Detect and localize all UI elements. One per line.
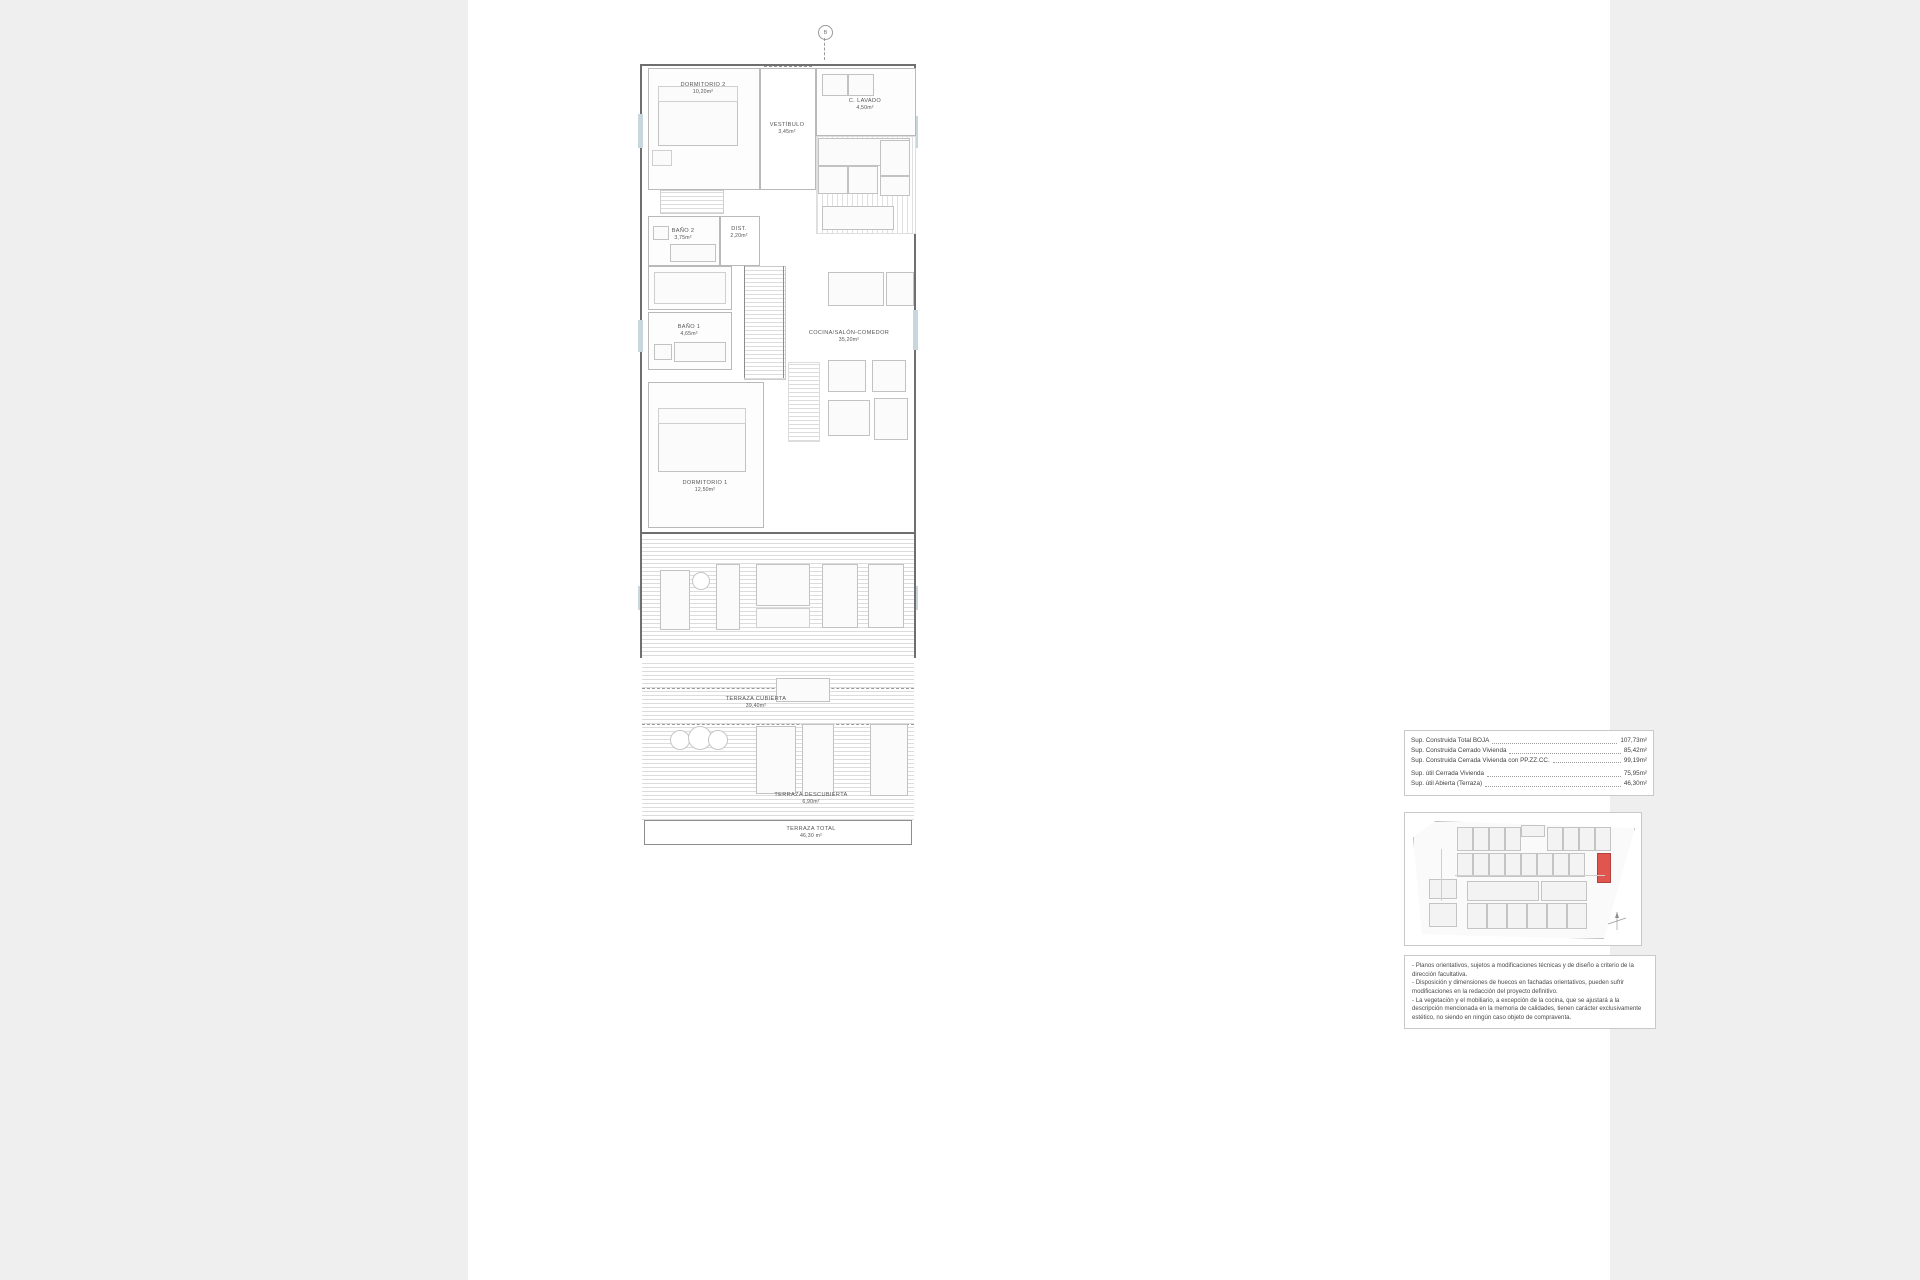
oven (880, 176, 910, 196)
terrace-wall-right (914, 534, 916, 658)
label-dormitorio-2: DORMITORIO 2 10,20m² (680, 82, 726, 95)
dot-leader (1553, 756, 1621, 764)
tv-unit (874, 398, 908, 440)
sofa-salon (828, 272, 884, 306)
keyplan-unit (1595, 827, 1611, 851)
terrace-total-line-top (644, 820, 912, 821)
window-left-1 (638, 114, 643, 148)
keyplan-unit (1567, 903, 1587, 929)
section-marker-b: B (818, 25, 833, 40)
left-margin (0, 0, 468, 1280)
label-terraza-total: TERRAZA TOTAL 46,30 m² (786, 826, 836, 839)
armchair-salon (886, 272, 914, 306)
terrace-lounger-3 (802, 724, 834, 796)
area-row-4 (1411, 769, 1647, 779)
terrace-side-table (692, 572, 710, 590)
key-plan-inner (1411, 819, 1635, 939)
area-row-5 (1411, 779, 1647, 789)
toilet-bano-2 (653, 226, 669, 240)
terrace-sofa (822, 564, 858, 628)
keyplan-unit (1505, 853, 1521, 877)
fridge (880, 140, 910, 176)
window-left-2 (638, 320, 643, 352)
entry-door-swing (764, 66, 812, 67)
kitchen-cabinet-1 (818, 166, 848, 194)
dryer-unit (848, 74, 874, 96)
area-value-5: 46,30m² (1623, 780, 1647, 787)
area-value-3: 99,19m² (1623, 756, 1647, 764)
compass-icon (1605, 909, 1629, 933)
room-distribuidor (720, 216, 760, 266)
terrace-bench (756, 608, 810, 628)
toilet-bano-1 (654, 344, 672, 360)
area-label-4: Sup. útil Cerrada Vivienda (1411, 770, 1485, 778)
wall-bottom (640, 532, 916, 534)
dot-leader (1487, 769, 1621, 777)
dot-leader (1509, 746, 1620, 754)
keyplan-unit (1505, 827, 1521, 851)
keyplan-unit (1429, 903, 1457, 927)
closet-hall (654, 272, 726, 304)
note-line-2: - Disposición y dimensiones de huecos en fachadas orientativos, pueden sufrir modificaciones en la redacción del proyecto definitivo. (1412, 979, 1625, 995)
key-plan (1404, 812, 1642, 946)
dot-leader (1485, 779, 1621, 787)
keyplan-unit (1521, 853, 1537, 877)
keyplan-unit (1547, 827, 1563, 851)
label-salon-comedor: COCINA/SALÓN-COMEDOR 35,20m² (808, 330, 890, 343)
area-value-1: 107,73m² (1620, 737, 1647, 744)
disclaimer-notes (1404, 955, 1656, 1029)
bathtub-bano-1 (674, 342, 726, 362)
keyplan-unit (1527, 903, 1547, 929)
highlighted-unit (1597, 853, 1611, 883)
washer-unit (822, 74, 848, 96)
keyplan-unit (1507, 903, 1527, 929)
right-margin (1610, 0, 1920, 1280)
area-label-2: Sup. Construida Cerrado Vivienda (1411, 746, 1507, 754)
keyplan-block (1541, 881, 1587, 901)
stair-wall-right (783, 266, 784, 378)
floor-plan-drawing (636, 30, 1016, 1050)
area-row-1 (1411, 736, 1647, 746)
shower-bano-2 (670, 244, 716, 262)
keyplan-unit (1553, 853, 1569, 877)
label-dormitorio-1: DORMITORIO 1 12,50m² (682, 480, 728, 493)
area-label-1: Sup. Construida Total BOJA (1411, 737, 1490, 744)
keyplan-unit (1489, 827, 1505, 851)
terrace-table (756, 564, 810, 606)
keyplan-unit (1467, 903, 1487, 929)
terrace-lounger-2 (716, 564, 740, 630)
keyplan-unit (1579, 827, 1595, 851)
area-label-3: Sup. Construida Cerrada Vivienda con PP.ZZ.CC. (1411, 756, 1550, 764)
pool-or-deck (756, 726, 796, 794)
label-c-lavado: C. LAVADO 4,50m² (848, 98, 882, 111)
stair-wall-left (744, 266, 745, 378)
keyplan-unit (1537, 853, 1553, 877)
kitchen-island (822, 206, 894, 230)
terrace-lounger-4 (870, 724, 908, 796)
section-line (824, 38, 825, 60)
area-row-3 (1411, 756, 1647, 766)
keyplan-unit (1521, 825, 1545, 837)
note-line-1: - Planos orientativos, sujetos a modificaciones técnicas y de diseño a criterio de la dirección facultativa. (1412, 962, 1634, 978)
stair-corridor (744, 266, 786, 380)
bed-headboard-1 (658, 408, 746, 424)
drawing-sheet (468, 0, 1647, 1280)
terrace-planter (868, 564, 904, 628)
keyplan-unit (1473, 827, 1489, 851)
window-right-2 (913, 310, 918, 350)
label-distribuidor: DIST. 2,20m² (730, 226, 748, 239)
dot-leader (1492, 736, 1617, 744)
sideboard (872, 360, 906, 392)
area-label-5: Sup. útil Abierta (Terraza) (1411, 780, 1483, 787)
note-line-3: - La vegetación y el mobiliario, a excepción de la cocina, que se ajustará a la descripción mencionada en la memoria de calidades, tienen carácter exclusivamente estético, no siendo en ningún caso objeto de compraventa. (1412, 996, 1642, 1021)
keyplan-unit (1473, 853, 1489, 877)
label-bano-2: BAÑO 2 3,75m² (671, 228, 695, 241)
keyplan-unit (1547, 903, 1567, 929)
shrub-1 (670, 730, 690, 750)
label-terraza-cubierta: TERRAZA CUBIERTA 39,40m² (725, 696, 787, 709)
area-value-4: 75,95m² (1623, 770, 1647, 778)
area-value-2: 85,42m² (1623, 746, 1647, 754)
keyplan-unit (1487, 903, 1507, 929)
keyplan-unit (1429, 879, 1457, 899)
keyplan-unit (1489, 853, 1505, 877)
keyplan-unit (1569, 853, 1585, 877)
terrace-total-edge-left (644, 820, 645, 845)
terrace-total-edge-right (911, 820, 912, 845)
keyplan-path (1455, 875, 1605, 876)
keyplan-unit (1563, 827, 1579, 851)
closet-dormitorio-2 (660, 190, 724, 214)
label-vestibulo: VESTÍBULO 3,45m² (769, 122, 805, 135)
keyplan-unit (1457, 827, 1473, 851)
keyplan-path (1441, 849, 1442, 901)
terrace-total-line-bottom (644, 844, 912, 845)
areas-table (1404, 730, 1654, 796)
shrub-3 (708, 730, 728, 750)
label-terraza-descubierta: TERRAZA DESCUBIERTA 6,90m² (774, 792, 848, 805)
coffee-table (828, 400, 870, 436)
label-bano-1: BAÑO 1 4,65m² (677, 324, 701, 337)
keyplan-unit (1457, 853, 1473, 877)
nightstand-2 (652, 150, 672, 166)
area-row-2 (1411, 746, 1647, 756)
terrace-lounger-1 (660, 570, 690, 630)
dining-table (828, 360, 866, 392)
salon-hatch (788, 362, 820, 442)
kitchen-cabinet-2 (848, 166, 878, 194)
keyplan-block (1467, 881, 1539, 901)
